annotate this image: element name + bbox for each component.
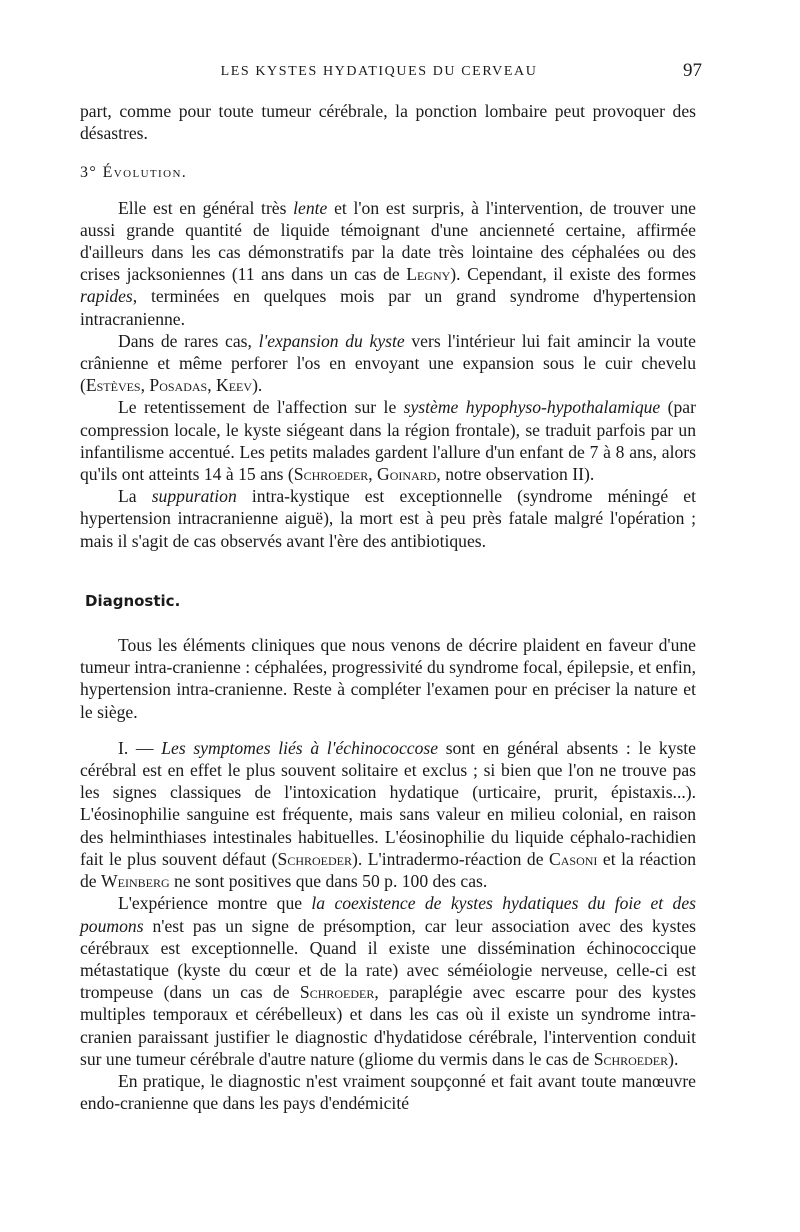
text-run: ). xyxy=(252,375,263,396)
text-run: vers l'intérieur lui fait amincir la voute crânienne et même perforer l'os en envoyant une expansion sous le cuir chevelu ( xyxy=(80,330,696,396)
text-run: , notre observation II). xyxy=(436,464,595,485)
text-run: ). L'intradermo-réaction de xyxy=(352,848,550,869)
running-header xyxy=(84,60,704,84)
author-name: Schroeder xyxy=(299,982,375,1003)
author-name: Keev xyxy=(216,375,253,396)
text-run: n'est pas un signe de présomption, car leur association avec des kystes cérébraux est exceptionnelle. Quand il existe une dissémination échinococcique métastatique (kyste du cœur et de la rate) avec séméiologie nerveuse, celle-ci est trompeuse (dans un cas de xyxy=(80,915,696,1003)
paragraph-hypophyse xyxy=(80,396,696,485)
section-heading-diagnostic: Diagnostic. xyxy=(85,591,181,610)
author-name: Weinberg xyxy=(101,871,170,892)
text-run: Elle est en général très xyxy=(118,197,294,218)
body-text xyxy=(80,100,696,1114)
emphasis-symptomes: Les symptomes liés à l'échinococcose xyxy=(161,737,439,758)
emphasis-lente: lente xyxy=(293,197,328,218)
paragraph-evolution-lente xyxy=(80,197,696,330)
text-run: Dans de rares cas, xyxy=(118,330,259,351)
text-run: et la réaction de xyxy=(80,848,696,892)
text-run: ). Cependant, il existe des formes xyxy=(450,264,696,285)
text-run: (par compression locale, le kyste siégeant dans la région frontale), se traduit parfois par un infantilisme accentué. Les petits malades gardent l'allure d'un enfant de 7 à 8 ans, alors qu'ils ont atteints 14 à 15 ans ( xyxy=(80,397,696,485)
paragraph-expansion xyxy=(80,330,696,397)
paragraph-coexistence xyxy=(80,892,696,1070)
text-run: , xyxy=(207,375,217,396)
section-number: 3° xyxy=(80,164,98,182)
section-title: Évolution. xyxy=(102,164,188,182)
emphasis-suppuration: suppuration xyxy=(151,486,237,507)
text-run: , xyxy=(140,375,150,396)
text-run: , xyxy=(368,464,378,485)
text-run: ). xyxy=(668,1048,679,1069)
emphasis-expansion: l'expansion du kyste xyxy=(258,330,405,351)
paragraph-pratique: En pratique, le diagnostic n'est vraiment soupçonné et fait avant toute manœuvre endo-cranienne que dans les pays d'endémicité xyxy=(80,1070,696,1114)
author-name: Schroeder xyxy=(593,1048,669,1069)
author-name: Casoni xyxy=(549,848,598,869)
running-title: LES KYSTES HYDATIQUES DU CERVEAU xyxy=(220,64,538,79)
paragraph-symptomes xyxy=(80,737,696,892)
author-name: Legny xyxy=(406,264,451,285)
emphasis-coexistence: la coexistence de kystes hydatiques du foie et des poumons xyxy=(80,893,696,936)
author-name: Goinard xyxy=(377,464,437,485)
text-run: L'expérience montre que xyxy=(118,893,312,914)
text-run: , terminées en quelques mois par un grand syndrome d'hypertension intracranienne. xyxy=(80,286,696,329)
paragraph-continuation: part, comme pour toute tumeur cérébrale, la ponction lombaire peut provoquer des désastres. xyxy=(80,101,696,144)
paragraph-diagnostic-intro: Tous les éléments cliniques que nous venons de décrire plaident en faveur d'une tumeur intra-cranienne : céphalées, progressivité du syndrome focal, épilepsie, et enfin, hypertension intra-cranienne. Reste à compléter l'examen pour en préciser la nature et le siège. xyxy=(80,635,696,722)
emphasis-systeme: système hypophyso-hypothalamique xyxy=(403,397,661,418)
text-run: sont en général absents : le kyste cérébral est en effet le plus souvent solitaire et exclus ; si bien que l'on ne trouve pas les signes classiques de l'intoxication hydatique (urticaire, prurit, épistaxis...). L'éosinophilie sanguine est fréquente, mais sans valeur en milieu colonial, en raison des helminthiases intestinales habituelles. L'éosinophilie du liquide céphalo-rachidien fait le plus souvent défaut ( xyxy=(80,737,696,869)
page-number: 97 xyxy=(683,60,702,81)
emphasis-rapides: rapides xyxy=(80,286,133,307)
text-run: , paraplégie avec escarre pour des kystes multiples temporaux et cérébelleux) et dans les cas où il existe un syndrome intra-cranien paraissant justifier le diagnostic d'hydatidose cérébrale, l'intervention conduit sur une tumeur cérébrale d'autre nature (gliome du vermis dans le cas de xyxy=(80,982,696,1069)
text-run: La xyxy=(118,486,152,507)
section-heading-evolution xyxy=(80,162,696,184)
author-name: Estèves xyxy=(85,375,141,396)
author-name: Schroeder xyxy=(293,464,369,485)
text-run: ne sont positives que dans 50 p. 100 des cas. xyxy=(169,871,488,892)
text-run: intra-kystique est exceptionnelle (syndrome méningé et hypertension intracranienne aiguë), la mort est à peu près fatale malgré l'opération ; mais il s'agit de cas observés avant l'ère des antibiotiques. xyxy=(80,486,696,551)
text-run: Le retentissement de l'affection sur le xyxy=(118,397,404,418)
author-name: Schroeder xyxy=(277,848,353,869)
text-run: I. — xyxy=(118,737,162,758)
paragraph-suppuration xyxy=(80,485,696,552)
author-name: Posadas xyxy=(149,375,208,396)
text-run: et l'on est surpris, à l'intervention, de trouver une aussi grande quantité de liquide témoignant d'une ancienneté certaine, affirmée d'ailleurs dans les cas démonstratifs par la date très lointaine des céphalées ou des crises jacksoniennes (11 ans dans un cas de xyxy=(80,197,696,285)
